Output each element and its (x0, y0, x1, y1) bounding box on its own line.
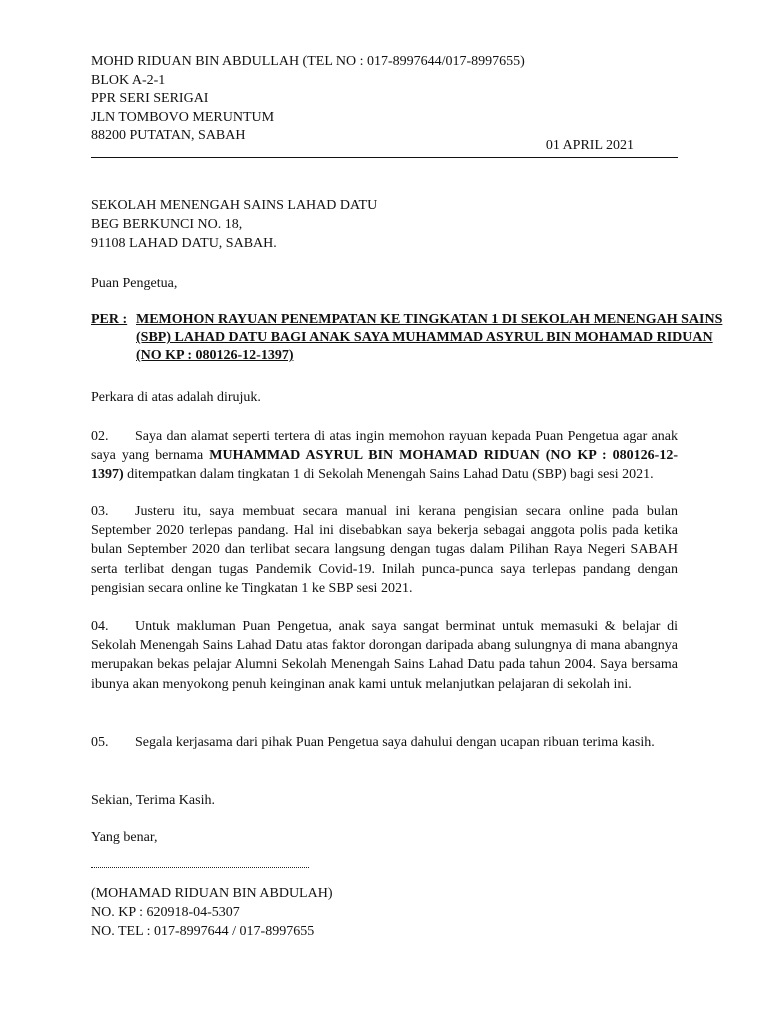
recipient-address (91, 196, 377, 253)
signer-name: (MOHAMAD RIDUAN BIN ABDULAH) (91, 886, 333, 901)
paragraph-number: 05. (91, 735, 109, 750)
subject-line-3: (NO KP : 080126-12-1397) (136, 348, 294, 363)
signer-ic: NO. KP : 620918-04-5307 (91, 905, 240, 920)
paragraph-02 (91, 427, 678, 485)
header-divider (91, 157, 678, 158)
paragraph-04 (91, 617, 678, 694)
paragraph-03 (91, 502, 678, 598)
paragraph-number: 03. (91, 504, 109, 519)
sender-street-line: JLN TOMBOVO MERUNTUM (91, 109, 275, 125)
letter-date: 01 APRIL 2021 (545, 138, 634, 153)
signer-block (91, 884, 333, 941)
closing-yours: Yang benar, (91, 830, 158, 845)
sender-block-line: BLOK A-2-1 (91, 72, 166, 88)
paragraph-text: Saya dan alamat seperti tertera di atas ingin memohon rayuan kepada Puan Pengetua agar anak saya yang bernama (91, 429, 678, 464)
paragraph-number: 02. (91, 429, 109, 444)
sender-housing-line: PPR SERI SERIGAI (91, 91, 209, 106)
intro-paragraph: Perkara di atas adalah dirujuk. (91, 390, 261, 405)
recipient-school-line: SEKOLAH MENENGAH SAINS LAHAD DATU (91, 198, 378, 213)
paragraph-text: Justeru itu, saya membuat secara manual ini kerana pengisian secara online pada bulan September 2020 terlepas pandang. Hal ini disebabkan saya bekerja sebagai anggota polis pada ketika bulan September 2020 dan terlibat secara langsung dengan tugas dalam Pilihan Raya Negeri SABAH serta terlibat dengan tugas Pandemik Covid-19. Inilah punca-punca saya terlepas pandang dengan pengisian secara online ke Tingkatan 1 ke SBP sesi 2021. (91, 504, 678, 596)
paragraph-text: Segala kerjasama dari pihak Puan Pengetua saya dahului dengan ucapan ribuan terima kasih. (135, 735, 655, 750)
sender-name-line: MOHD RIDUAN BIN ABDULLAH (TEL NO : 017-8997644/017-8997655) (91, 54, 525, 69)
student-name-ic: MUHAMMAD ASYRUL BIN MOHAMAD RIDUAN (NO KP : 080126-12-1397) (91, 448, 678, 483)
paragraph-text: ditempatkan dalam tingkatan 1 di Sekolah Menengah Sains Lahad Datu (SBP) bagi sesi 2021. (123, 467, 654, 483)
sender-postcode-line: 88200 PUTATAN, SABAH (91, 128, 246, 143)
paragraph-05 (91, 733, 678, 752)
subject-line-1: MEMOHON RAYUAN PENEMPATAN KE TINGKATAN 1 DI SEKOLAH MENENGAH SAINS (136, 312, 723, 327)
signer-tel: NO. TEL : 017-8997644 / 017-8997655 (91, 924, 315, 939)
paragraph-text: Untuk makluman Puan Pengetua, anak saya sangat berminat untuk memasuki & belajar di Sekolah Menengah Sains Lahad Datu atas faktor dorongan daripada abang sulungnya di mana abangnya merupakan bekas pelajar Alumni Sekolah Menengah Sains Lahad Datu pada tahun 2004. Saya bersama ibunya akan menyokong penuh keinginan anak kami untuk melanjutkan pelajaran di sekolah ini. (91, 619, 678, 692)
salutation: Puan Pengetua, (91, 276, 178, 291)
closing-thanks: Sekian, Terima Kasih. (91, 793, 215, 808)
sender-address (91, 53, 525, 146)
subject-line-2: (SBP) LAHAD DATU BAGI ANAK SAYA MUHAMMAD ASYRUL BIN MOHAMAD RIDUAN (136, 330, 713, 345)
paragraph-number: 04. (91, 619, 109, 634)
signature-line (91, 867, 309, 868)
recipient-postcode-line: 91108 LAHAD DATU, SABAH. (91, 236, 277, 251)
recipient-po-box-line: BEG BERKUNCI NO. 18, (91, 217, 243, 232)
subject-prefix: PER : (91, 312, 128, 327)
